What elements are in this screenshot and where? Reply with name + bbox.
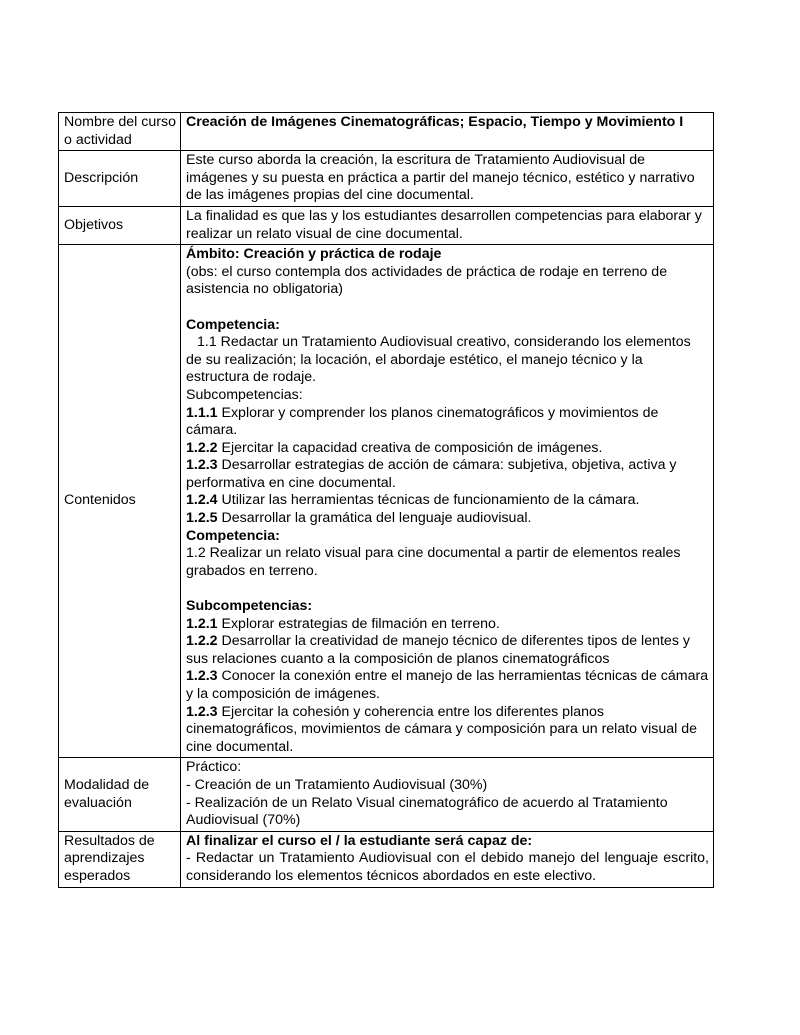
subcompetencia-text: Utilizar las herramientas técnicas de funcionamiento de la cámara. [217, 492, 640, 509]
subcompetencias-1-heading: Subcompetencias: [186, 386, 303, 403]
resultados-heading: Al finalizar el curso el / la estudiante será capaz de: [186, 832, 533, 849]
subcompetencia-text: Explorar y comprender los planos cinematográficos y movimientos de cámara. [186, 404, 659, 439]
subcompetencia-num: 1.2.1 [186, 615, 218, 632]
row-resultados [59, 831, 714, 887]
subcompetencia-num: 1.2.4 [186, 492, 218, 509]
subcompetencia-num: 1.2.2 [186, 633, 218, 650]
objetivos-text: La finalidad es que las y los estudiantes desarrollen competencias para elaborar y realizar un relato visual de cine documental. [181, 206, 714, 244]
subcompetencia-item [186, 633, 709, 668]
subcompetencias-2-list [186, 616, 709, 757]
competencia-2-text: 1.2 Realizar un relato visual para cine documental a partir de elementos reales grabados en terreno. [186, 545, 681, 579]
modalidad-line: Práctico: [186, 759, 242, 776]
row-contenidos [59, 245, 714, 758]
subcompetencias-1-list [186, 405, 709, 528]
row-modalidad [59, 758, 714, 831]
row-objetivos [59, 206, 714, 244]
course-table [58, 112, 714, 888]
label-contenidos: Contenidos [59, 245, 181, 758]
subcompetencia-text: Desarrollar la gramática del lenguaje audiovisual. [217, 510, 532, 527]
modalidad-line: - Realización de un Relato Visual cinematográfico de acuerdo al Tratamiento Audiovisual (70%) [186, 794, 668, 829]
subcompetencia-item [186, 668, 709, 703]
subcompetencia-text: Explorar estrategias de filmación en terreno. [217, 615, 500, 632]
row-descripcion [59, 151, 714, 207]
subcompetencia-item [186, 405, 709, 440]
label-nombre: Nombre del curso o actividad [59, 113, 181, 151]
subcompetencia-item [186, 704, 709, 757]
subcompetencia-text: Conocer la conexión entre el manejo de las herramientas técnicas de cámara y la composición de imágenes. [186, 668, 709, 702]
subcompetencia-num: 1.2.3 [186, 457, 218, 474]
subcompetencia-item [186, 510, 709, 528]
subcompetencia-num: 1.1.1 [186, 404, 218, 421]
modalidad-cell [181, 758, 714, 831]
contenidos-cell [181, 245, 714, 758]
subcompetencia-num: 1.2.3 [186, 668, 218, 685]
resultados-text: - Redactar un Tratamiento Audiovisual con el debido manejo del lenguaje escrito, considerando los elementos técnicos abordados en este electivo. [186, 850, 709, 884]
label-resultados: Resultados de aprendizajes esperados [59, 831, 181, 887]
competencia-1-text [186, 334, 709, 387]
label-modalidad: Modalidad de evaluación [59, 758, 181, 831]
spacer [186, 580, 709, 598]
subcompetencia-num: 1.2.5 [186, 510, 218, 527]
subcompetencia-num: 1.2.3 [186, 703, 218, 720]
ambito-obs: (obs: el curso contempla dos actividades de práctica de rodaje en terreno de asistencia no obligatoria) [186, 263, 668, 298]
subcompetencia-item [186, 457, 709, 492]
subcompetencia-num: 1.2.2 [186, 439, 218, 456]
modalidad-line: - Creación de un Tratamiento Audiovisual (30%) [186, 776, 488, 793]
subcompetencia-text: Desarrollar la creatividad de manejo técnico de diferentes tipos de lentes y sus relaciones cuanto a la composición de planos cinematográficos [186, 633, 690, 667]
competencia-1-heading: Competencia: [186, 316, 280, 333]
label-descripcion: Descripción [59, 151, 181, 207]
course-title: Creación de Imágenes Cinematográficas; Espacio, Tiempo y Movimiento I [181, 113, 714, 151]
competencia-1-body: 1.1 Redactar un Tratamiento Audiovisual creativo, considerando los elementos de su realización; la locación, el abordaje estético, el manejo técnico y la estructura de rodaje. [186, 334, 691, 386]
subcompetencia-item [186, 440, 709, 458]
resultados-cell [181, 831, 714, 887]
ambito-heading: Ámbito: Creación y práctica de rodaje [186, 246, 442, 263]
subcompetencias-2-heading: Subcompetencias: [186, 598, 313, 615]
subcompetencia-text: Ejercitar la cohesión y coherencia entre los diferentes planos cinematográficos, movimientos de cámara y composición para un relato visual de cine documental. [186, 703, 697, 755]
competencia-2-heading: Competencia: [186, 527, 280, 544]
label-objetivos: Objetivos [59, 206, 181, 244]
descripcion-text: Este curso aborda la creación, la escritura de Tratamiento Audiovisual de imágenes y su puesta en práctica a partir del manejo técnico, estético y narrativo de las imágenes propias del cine documental. [181, 151, 714, 207]
row-nombre [59, 113, 714, 151]
subcompetencia-text: Ejercitar la capacidad creativa de composición de imágenes. [217, 439, 603, 456]
spacer [186, 299, 709, 317]
subcompetencia-item [186, 616, 709, 634]
subcompetencia-item [186, 492, 709, 510]
subcompetencia-text: Desarrollar estrategias de acción de cámara: subjetiva, objetiva, activa y performativa en cine documental. [186, 457, 677, 491]
